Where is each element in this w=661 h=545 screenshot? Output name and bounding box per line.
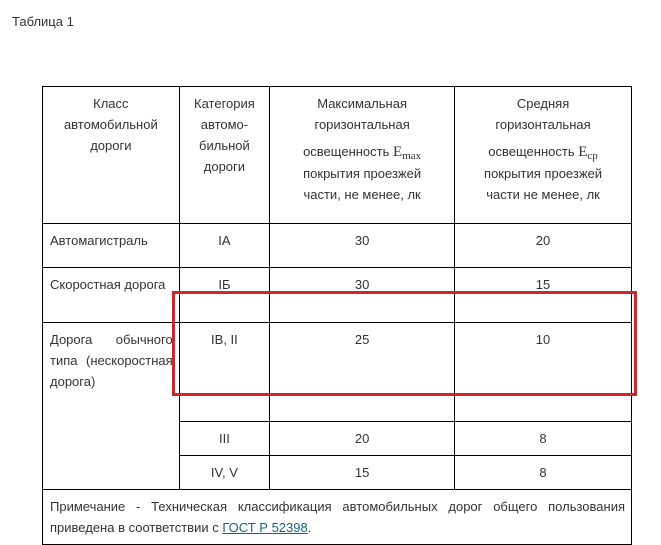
header-road-category: Категория автомо- бильной дороги — [179, 87, 269, 224]
cell-avg-illum: 15 — [455, 268, 632, 323]
table-row — [43, 323, 632, 422]
table-row — [43, 268, 632, 323]
gost-link[interactable]: ГОСТ Р 52398 — [222, 520, 308, 535]
cell-category: IВ, II — [179, 323, 269, 422]
table-caption: Таблица 1 — [12, 14, 74, 29]
cell-max-illum: 30 — [270, 268, 455, 323]
header-max-illumination: Максимальная горизонтальная освещенность $E_{max}$ покрытия проезжей части, не менее, лк — [270, 87, 455, 224]
cell-road-class: Автомагистраль — [43, 224, 180, 268]
cell-max-illum: 20 — [270, 422, 455, 456]
cell-category: IV, V — [179, 456, 269, 490]
note-text: Примечание - Техническая классификация автомобильных дорог общего пользования приведена в соответствии с — [50, 499, 625, 535]
table-note: Примечание - Техническая классификация автомобильных дорог общего пользования приведена в соответствии с ГОСТ Р 52398. — [43, 490, 632, 545]
cell-category: IБ — [179, 268, 269, 323]
symbol-e-max: $E_{max}$ — [393, 144, 422, 162]
cell-max-illum: 25 — [270, 323, 455, 422]
table-note-row — [43, 490, 632, 545]
cell-max-illum: 30 — [270, 224, 455, 268]
cell-avg-illum: 10 — [455, 323, 632, 422]
cell-road-class: Скоростная дорога — [43, 268, 180, 323]
table-header-row — [43, 87, 632, 224]
header-avg-illumination: Средняя горизонтальная освещенность $E_{ср}$ покрытия проезжей части не менее, лк — [455, 87, 632, 224]
symbol-e-avg: $E_{ср}$ — [578, 144, 598, 162]
cell-category: IA — [179, 224, 269, 268]
cell-avg-illum: 20 — [455, 224, 632, 268]
table-row — [43, 224, 632, 268]
cell-max-illum: 15 — [270, 456, 455, 490]
cell-category: III — [179, 422, 269, 456]
cell-avg-illum: 8 — [455, 422, 632, 456]
cell-road-class: Дорога обычного типа (нескоростная дорога) — [43, 323, 180, 490]
header-road-class: Класс автомобильной дороги — [43, 87, 180, 224]
cell-avg-illum: 8 — [455, 456, 632, 490]
illumination-norms-table — [42, 86, 632, 545]
